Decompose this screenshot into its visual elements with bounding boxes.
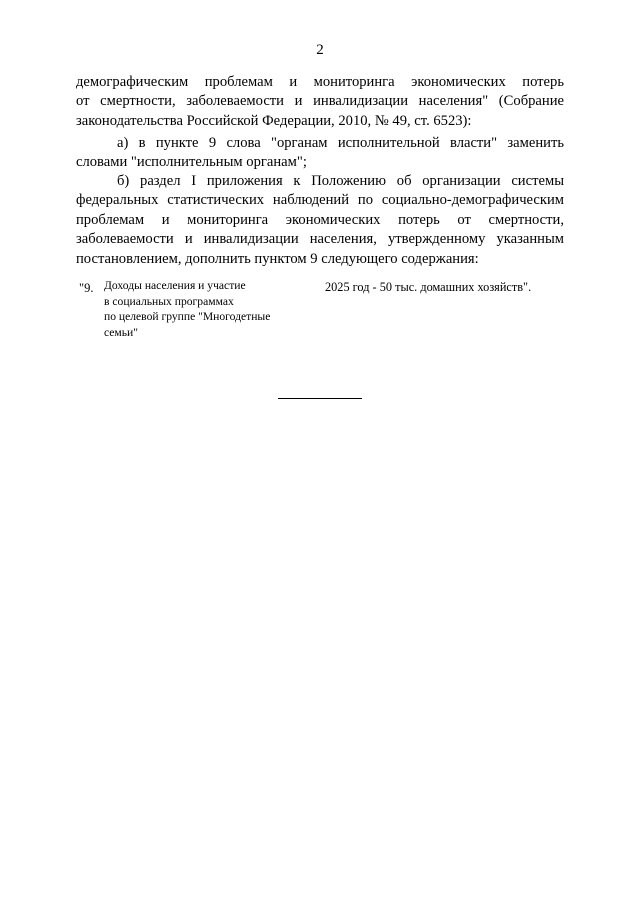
item-b-paragraph — [76, 172, 564, 269]
text-line: а) в пункте 9 слова "органам исполнительной власти" заменить — [117, 135, 564, 151]
item-name-line: семьи" — [104, 325, 138, 339]
text-line: федеральных статистических наблюдений по социально-демографическим — [76, 192, 564, 209]
intro-paragraph — [76, 73, 564, 131]
item-number: "9. — [79, 281, 94, 295]
item-name-line: в социальных программах — [104, 294, 234, 308]
text-line: проблемам и мониторинга экономических потерь от смертности, — [76, 211, 564, 228]
text-line: словами "исполнительным органам"; — [76, 154, 307, 171]
separator-line — [278, 398, 362, 399]
text-line: демографическим проблемам и мониторинга экономических потерь — [76, 74, 564, 90]
appended-item-row — [79, 278, 569, 348]
text-line: заболеваемости и инвалидизации населения, утвержденному указанным — [76, 231, 564, 248]
item-value: 2025 год - 50 тыс. домашних хозяйств". — [325, 280, 532, 294]
item-name-line: по целевой группе "Многодетные — [104, 310, 271, 323]
text-line: законодательства Российской Федерации, 2010, № 49, ст. 6523): — [76, 112, 472, 129]
page-number: 2 — [316, 42, 324, 58]
item-a-paragraph — [76, 134, 564, 173]
item-name-line: Доходы населения и участие — [104, 279, 246, 292]
text-line: от смертности, заболеваемости и инвалидизации населения" (Собрание — [76, 93, 564, 110]
item-name — [104, 278, 304, 340]
text-line: постановлением, дополнить пунктом 9 следующего содержания: — [76, 250, 479, 267]
text-line: б) раздел I приложения к Положению об организации системы — [117, 173, 564, 189]
